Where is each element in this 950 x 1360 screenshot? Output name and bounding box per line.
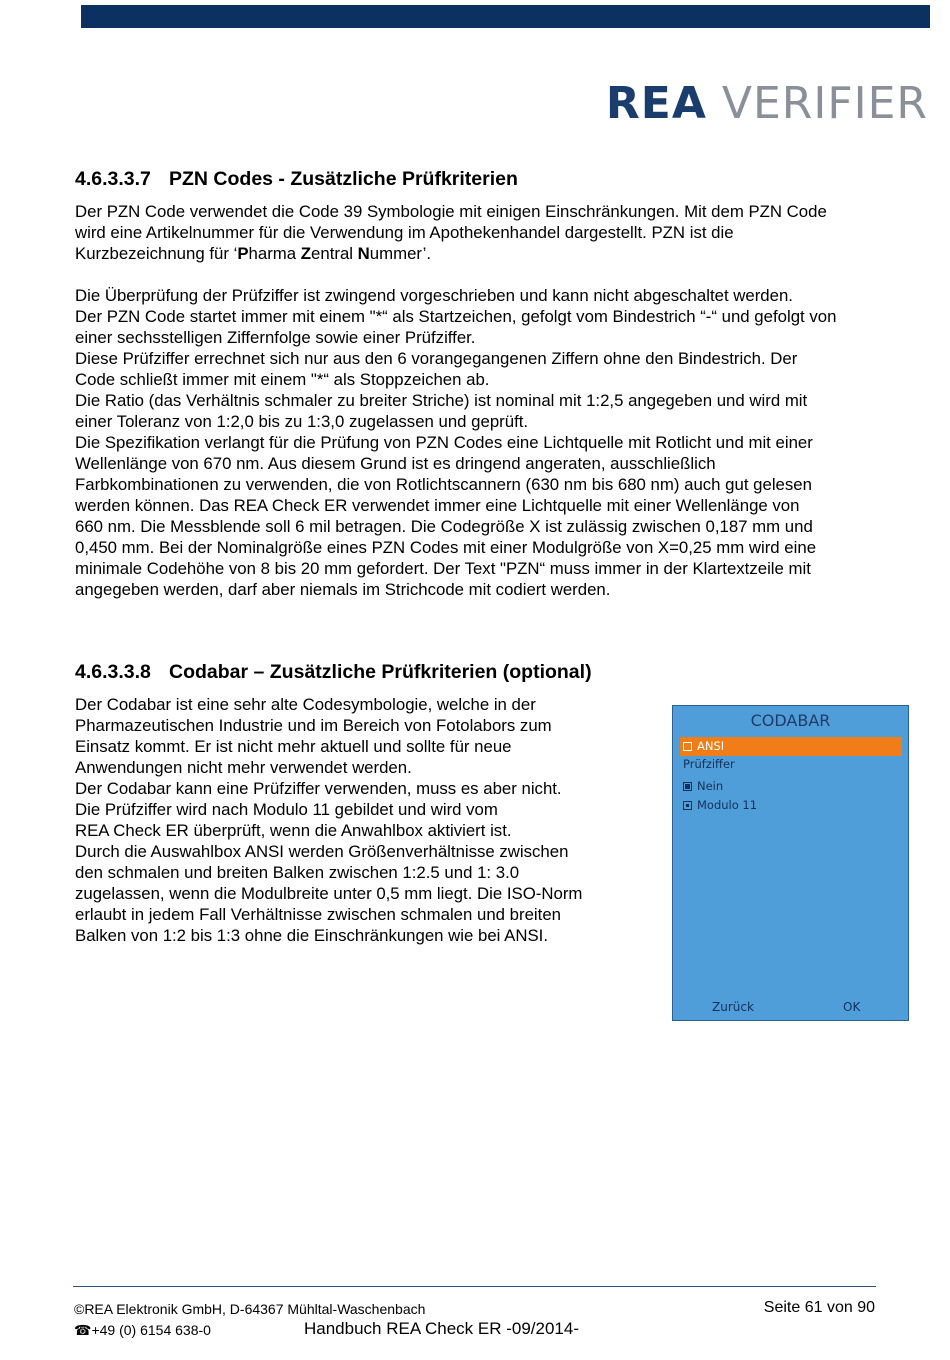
text-line: werden können. Das REA Check ER verwendet immer eine Lichtquelle mit einer Wellenlänge von	[75, 496, 800, 515]
text-line: Die Prüfziffer wird nach Modulo 11 gebildet und wird vom	[75, 800, 498, 819]
text-line: Einsatz kommt. Er ist nicht mehr aktuell und sollte für neue	[75, 737, 512, 756]
text-line	[75, 243, 827, 264]
text-line: Anwendungen nicht mehr verwendet werden.	[75, 758, 412, 777]
text-fragment: Kurzbezeichnung für ‘	[75, 244, 238, 263]
phone-icon: ☎	[74, 1322, 92, 1338]
section-title: Codabar – Zusätzliche Prüfkriterien (optional)	[169, 661, 592, 683]
text-fragment: ummer’.	[369, 244, 432, 263]
ansi-label: ANSI	[697, 739, 725, 753]
text-line: Code schließt immer mit einem "*“ als Stoppzeichen ab.	[75, 370, 490, 389]
text-fragment: entral	[311, 244, 358, 263]
modulo11-option[interactable]	[683, 798, 757, 812]
logo-bold-text: REA	[605, 78, 707, 129]
text-line: Der Codabar ist eine sehr alte Codesymbologie, welche in der	[75, 695, 536, 714]
text-line: Wellenlänge von 670 nm. Aus diesem Grund ist es dringend angeraten, ausschließlich	[75, 454, 716, 473]
text-line: Die Überprüfung der Prüfziffer ist zwingend vorgeschrieben und kann nicht abgeschaltet werden.	[75, 286, 793, 305]
text-line: den schmalen und breiten Balken zwischen 1:2.5 und 1: 3.0	[75, 863, 520, 882]
text-line: zugelassen, wenn die Modulbreite unter 0,5 mm liegt. Die ISO-Norm	[75, 884, 583, 903]
footer-divider	[73, 1286, 876, 1287]
text-line: Der Codabar kann eine Prüfziffer verwenden, muss es aber nicht.	[75, 779, 562, 798]
text-line: einer sechsstelligen Ziffernfolge sowie einer Prüfziffer.	[75, 328, 476, 347]
text-line: Der PZN Code startet immer mit einem "*“ als Startzeichen, gefolgt vom Bindestrich “-“ und gefolgt von	[75, 307, 837, 326]
text-line: Durch die Auswahlbox ANSI werden Größenverhältnisse zwischen	[75, 842, 569, 861]
text-line: angegeben werden, darf aber niemals im Strichcode mit codiert werden.	[75, 580, 611, 599]
rea-verifier-logo	[606, 78, 928, 129]
paragraph-pzn-intro	[75, 201, 827, 264]
text-line: erlaubt in jedem Fall Verhältnisse zwischen schmalen und breiten	[75, 905, 561, 924]
text-line: Die Spezifikation verlangt für die Prüfung von PZN Codes eine Lichtquelle mit Rotlicht und mit einer	[75, 433, 813, 452]
paragraph-codabar	[75, 694, 582, 946]
phone-number: +49 (0) 6154 638-0	[91, 1322, 211, 1338]
text-line: wird eine Artikelnummer für die Verwendung im Apothekenhandel dargestellt. PZN ist die	[75, 223, 734, 242]
radio-unselected-icon	[683, 801, 692, 810]
text-line: Pharmazeutischen Industrie und im Bereich von Fotolabors zum	[75, 716, 552, 735]
back-button[interactable]: Zurück	[712, 1000, 754, 1014]
nein-label: Nein	[697, 779, 724, 793]
top-banner	[81, 5, 930, 28]
radio-selected-icon	[683, 782, 692, 791]
text-line: Der PZN Code verwendet die Code 39 Symbologie mit einigen Einschränkungen. Mit dem PZN Code	[75, 202, 827, 221]
ansi-option[interactable]	[680, 737, 902, 756]
footer-copyright: ©REA Elektronik GmbH, D-64367 Mühltal-Waschenbach	[74, 1301, 426, 1317]
section-number: 4.6.3.3.8	[75, 661, 151, 683]
footer-page-number: Seite 61 von 90	[763, 1299, 875, 1316]
section-title: PZN Codes - Zusätzliche Prüfkriterien	[169, 168, 518, 190]
bold-letter: P	[237, 244, 249, 263]
bold-letter: N	[357, 244, 370, 263]
section-heading-codabar	[75, 661, 592, 684]
pruefziffer-label: Prüfziffer	[683, 757, 735, 771]
text-line: Balken von 1:2 bis 1:3 ohne die Einschränkungen wie bei ANSI.	[75, 926, 548, 945]
footer-phone	[74, 1322, 211, 1339]
footer-manual-title: Handbuch REA Check ER -09/2014-	[304, 1319, 579, 1338]
text-line: REA Check ER überprüft, wenn die Anwahlbox aktiviert ist.	[75, 821, 512, 840]
section-number: 4.6.3.3.7	[75, 168, 151, 190]
text-line: einer Toleranz von 1:2,0 bis zu 1:3,0 zugelassen und geprüft.	[75, 412, 529, 431]
ok-button[interactable]: OK	[843, 1000, 861, 1014]
text-line: Diese Prüfziffer errechnet sich nur aus den 6 vorangegangenen Ziffern ohne den Bindestrich. Der	[75, 349, 798, 368]
codabar-device-screenshot	[672, 705, 909, 1021]
logo-light-text: VERIFIER	[721, 78, 928, 129]
nein-option[interactable]	[683, 779, 723, 793]
text-fragment: harma	[248, 244, 301, 263]
checkbox-empty-icon	[683, 742, 692, 751]
text-line: 0,450 mm. Bei der Nominalgröße eines PZN Codes mit einer Modulgröße von X=0,25 mm wird eine	[75, 538, 817, 557]
paragraph-pzn-details	[75, 285, 836, 600]
text-line: 660 nm. Die Messblende soll 6 mil betragen. Die Codegröße X ist zulässig zwischen 0,187 mm und	[75, 517, 813, 536]
section-heading-pzn	[75, 168, 518, 191]
bold-letter: Z	[300, 244, 312, 263]
text-line: Die Ratio (das Verhältnis schmaler zu breiter Striche) ist nominal mit 1:2,5 angegeben und wird mit	[75, 391, 808, 410]
text-line: minimale Codehöhe von 8 bis 20 mm gefordert. Der Text "PZN“ muss immer in der Klartextzeile mit	[75, 559, 811, 578]
modulo11-label: Modulo 11	[697, 798, 758, 812]
text-line: Farbkombinationen zu verwenden, die von Rotlichtscannern (630 nm bis 680 nm) auch gut gelesen	[75, 475, 812, 494]
device-screen-title: CODABAR	[750, 711, 831, 730]
